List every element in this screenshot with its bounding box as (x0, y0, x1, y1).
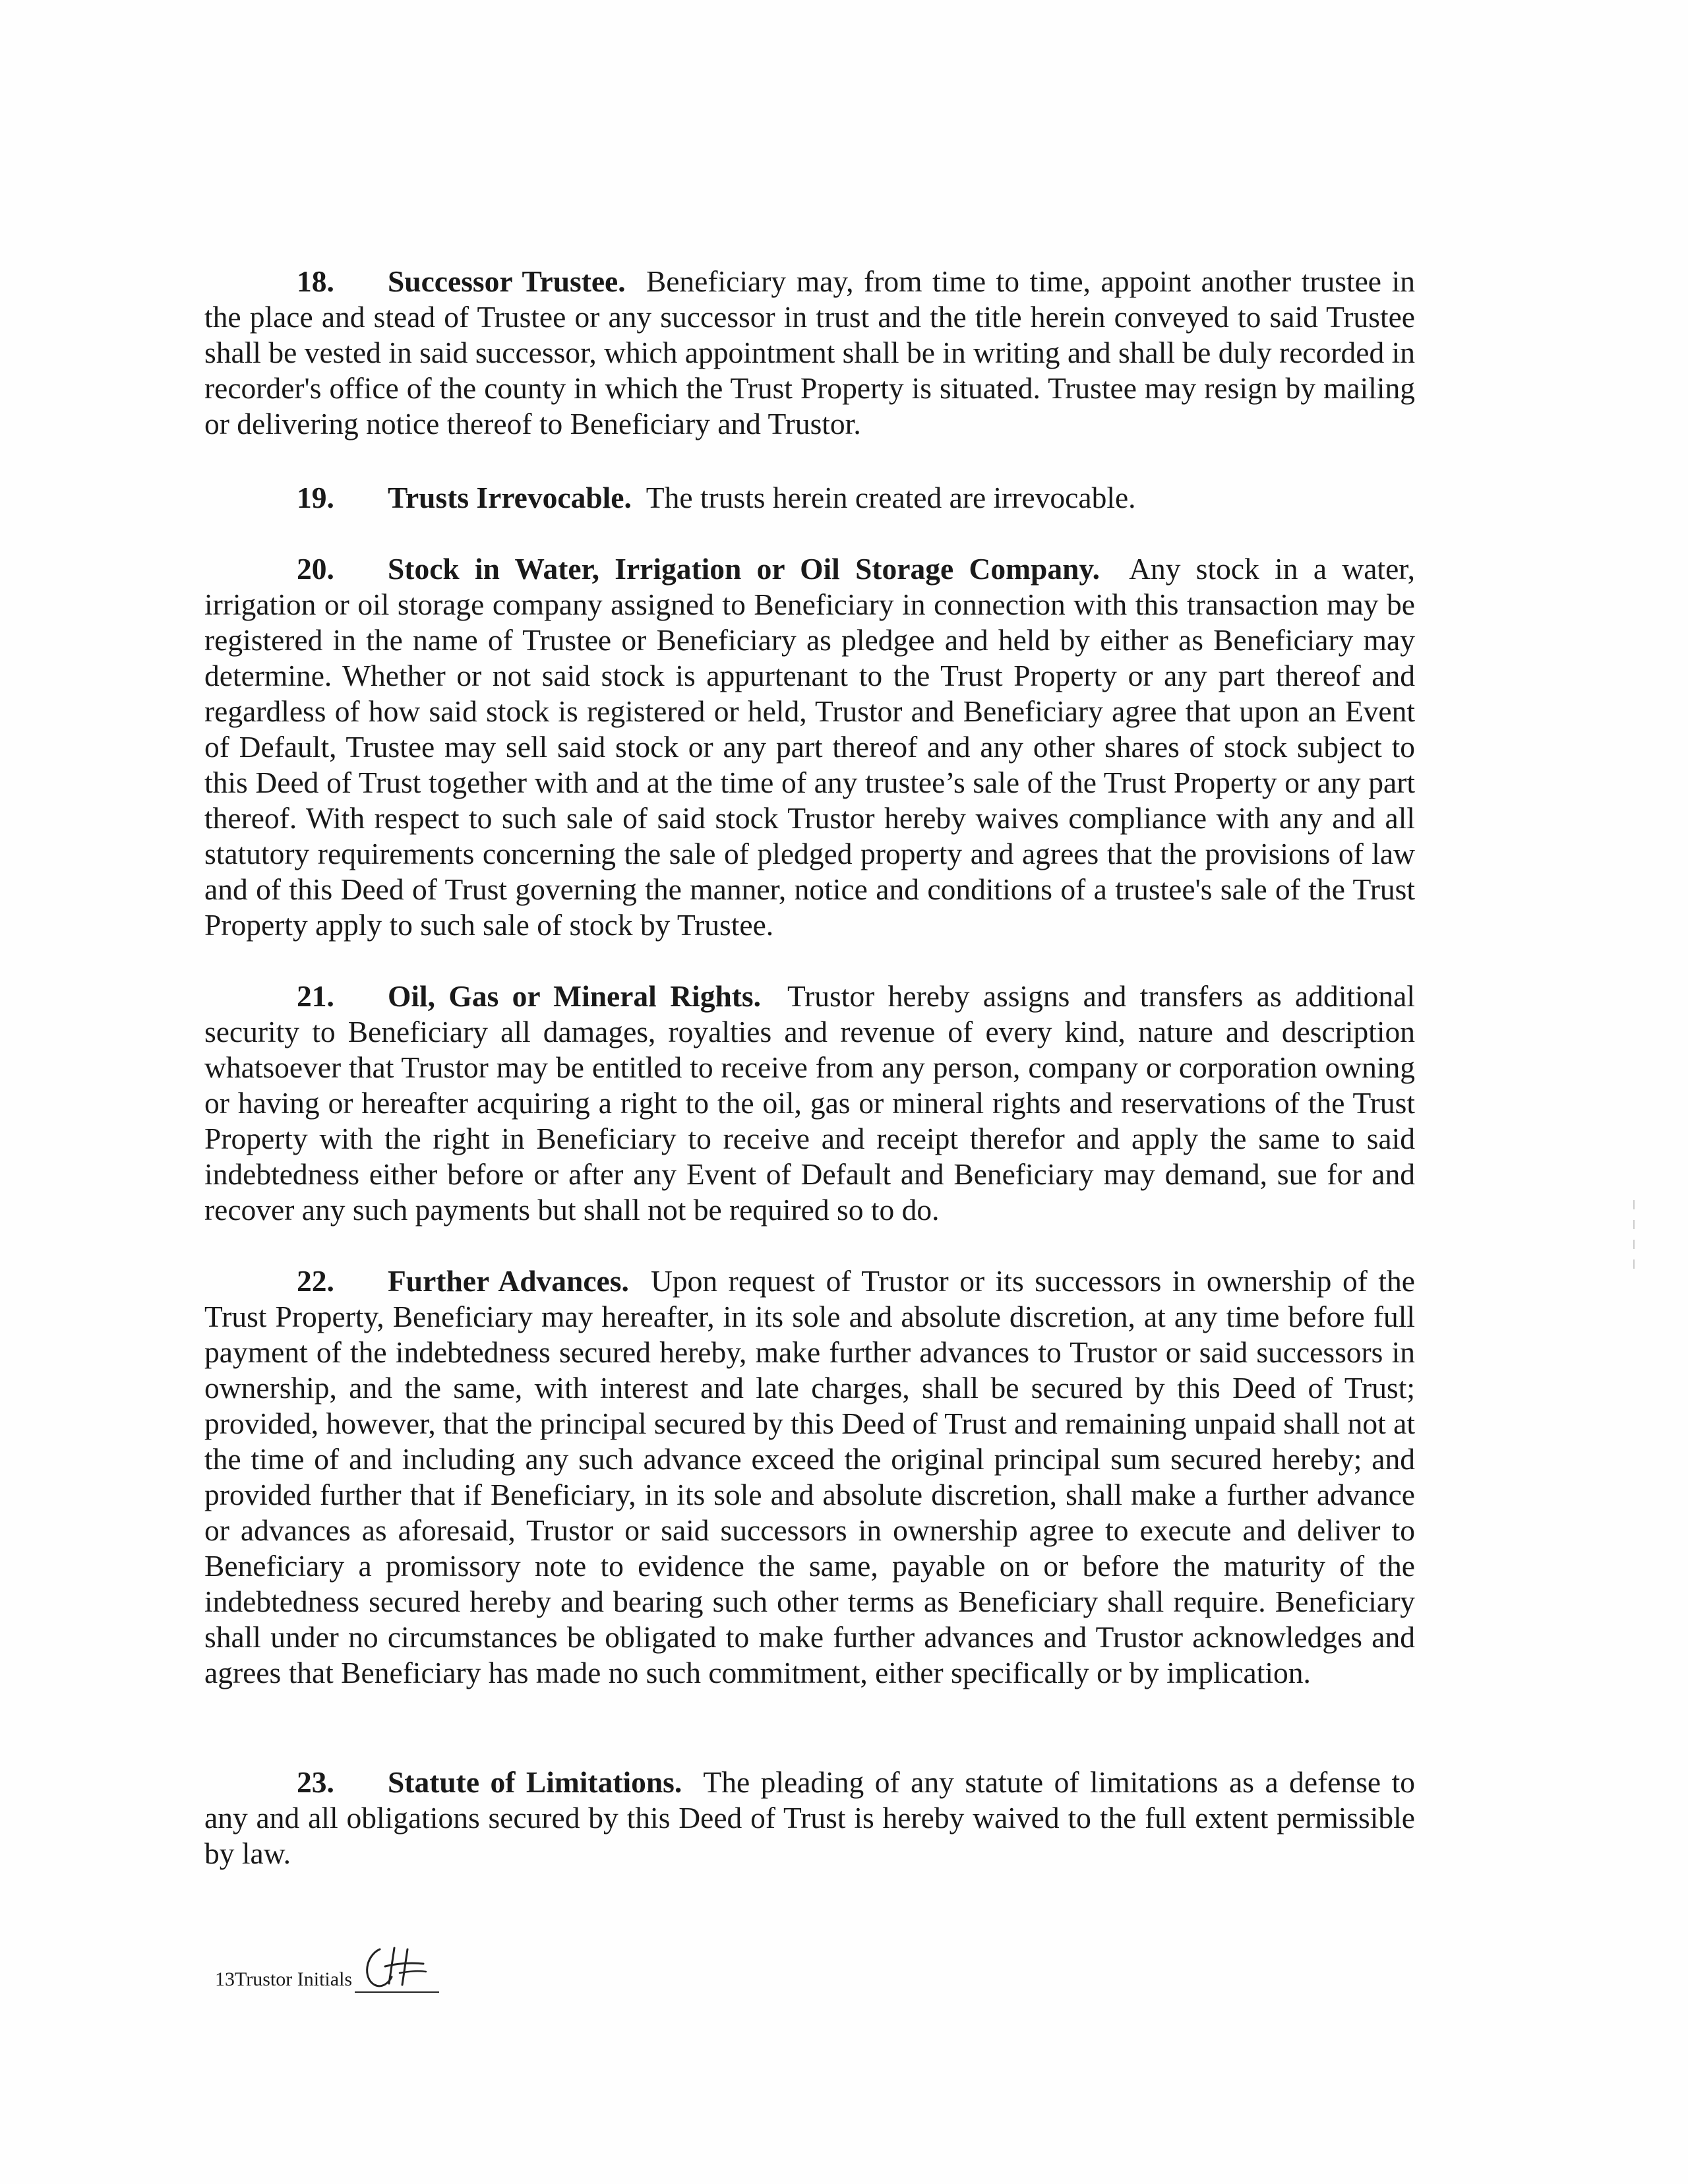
margin-marks (1633, 1200, 1635, 1269)
section-23 (204, 1765, 1415, 1871)
section-number: 21. (297, 979, 334, 1013)
section-title: Stock in Water, Irrigation or Oil Storage Company. (388, 552, 1100, 586)
handwritten-initials-icon (360, 1944, 433, 1991)
section-number: 23. (297, 1765, 334, 1799)
section-body: Upon request of Trustor or its successors in ownership of the Trust Property, Beneficiary may hereafter, in its sole and absolute discretion, at any time before full payment of the indebtedness secured hereby, make further advances to Trustor or said successors in ownership, and the same, with interest and late charges, shall be secured by this Deed of Trust; provided, however, that the principal secured by this Deed of Trust and remaining unpaid shall not at the time of and including any such advance exceed the original principal sum secured hereby; and provided further that if Beneficiary, in its sole and absolute discretion, shall make a further advance or advances as aforesaid, Trustor or said successors in ownership agree to execute and deliver to Beneficiary a promissory note to evidence the same, payable on or before the maturity of the indebtedness secured hereby and bearing such other terms as Beneficiary shall require. Beneficiary shall under no circumstances be obligated to make further advances and Trustor acknowledges and agrees that Beneficiary has made no such commitment, either specifically or by implication. (204, 1264, 1416, 1689)
section-20 (204, 551, 1415, 943)
initials-signature-line (355, 1951, 439, 1993)
section-19 (204, 480, 1415, 516)
section-body: Any stock in a water, irrigation or oil storage company assigned to Beneficiary in connection with this transaction may be registered in the name of Trustee or Beneficiary as pledgee and held by either as Beneficiary may determine. Whether or not said stock is appurtenant to the Trust Property or any part thereof and regardless of how said stock is registered or held, Trustor and Beneficiary agree that upon an Event of Default, Trustee may sell said stock or any part thereof and any other shares of stock subject to this Deed of Trust together with and at the time of any trustee’s sale of the Trust Property or any part thereof. With respect to such sale of said stock Trustor hereby waives compliance with any and all statutory requirements concerning the sale of pledged property and agrees that the provisions of law and of this Deed of Trust governing the manner, notice and conditions of a trustee's sale of the Trust Property apply to such sale of stock by Trustee. (204, 552, 1415, 942)
section-number: 18. (297, 264, 334, 298)
section-21 (204, 979, 1415, 1228)
section-title: Oil, Gas or Mineral Rights. (388, 979, 761, 1013)
section-body: Beneficiary may, from time to time, appoint another trustee in the place and stead of Trustee or any successor in trust and the title herein conveyed to said Trustee shall be vested in said successor, which appointment shall be in writing and shall be duly recorded in recorder's office of the county in which the Trust Property is situated. Trustee may resign by mailing or delivering notice thereof to Beneficiary and Trustor. (204, 264, 1415, 440)
section-body: Trustor hereby assigns and transfers as additional security to Beneficiary all damages, royalties and revenue of every kind, nature and description whatsoever that Trustor may be entitled to receive from any person, company or corporation owning or having or hereafter acquiring a right to the oil, gas or mineral rights and reservations of the Trust Property with the right in Beneficiary to receive and receipt therefor and apply the same to said indebtedness either before or after any Event of Default and Beneficiary may demand, sue for and recover any such payments but shall not be required so to do. (204, 979, 1415, 1227)
page-footer (215, 1951, 439, 2003)
section-title: Successor Trustee. (388, 264, 626, 298)
section-18 (204, 264, 1415, 442)
section-title: Statute of Limitations. (388, 1765, 682, 1799)
section-title: Trusts Irrevocable. (388, 481, 632, 514)
initials-label: Trustor Initials (235, 1968, 353, 1990)
section-number: 19. (297, 481, 334, 514)
page-number: 13 (215, 1968, 235, 1990)
section-number: 22. (297, 1264, 334, 1298)
section-22 (204, 1263, 1415, 1691)
section-body: The pleading of any statute of limitations as a defense to any and all obligations secured by this Deed of Trust is hereby waived to the full extent permissible by law. (204, 1765, 1415, 1870)
section-title: Further Advances. (388, 1264, 629, 1298)
section-number: 20. (297, 552, 334, 586)
section-body: The trusts herein created are irrevocable. (646, 481, 1136, 514)
